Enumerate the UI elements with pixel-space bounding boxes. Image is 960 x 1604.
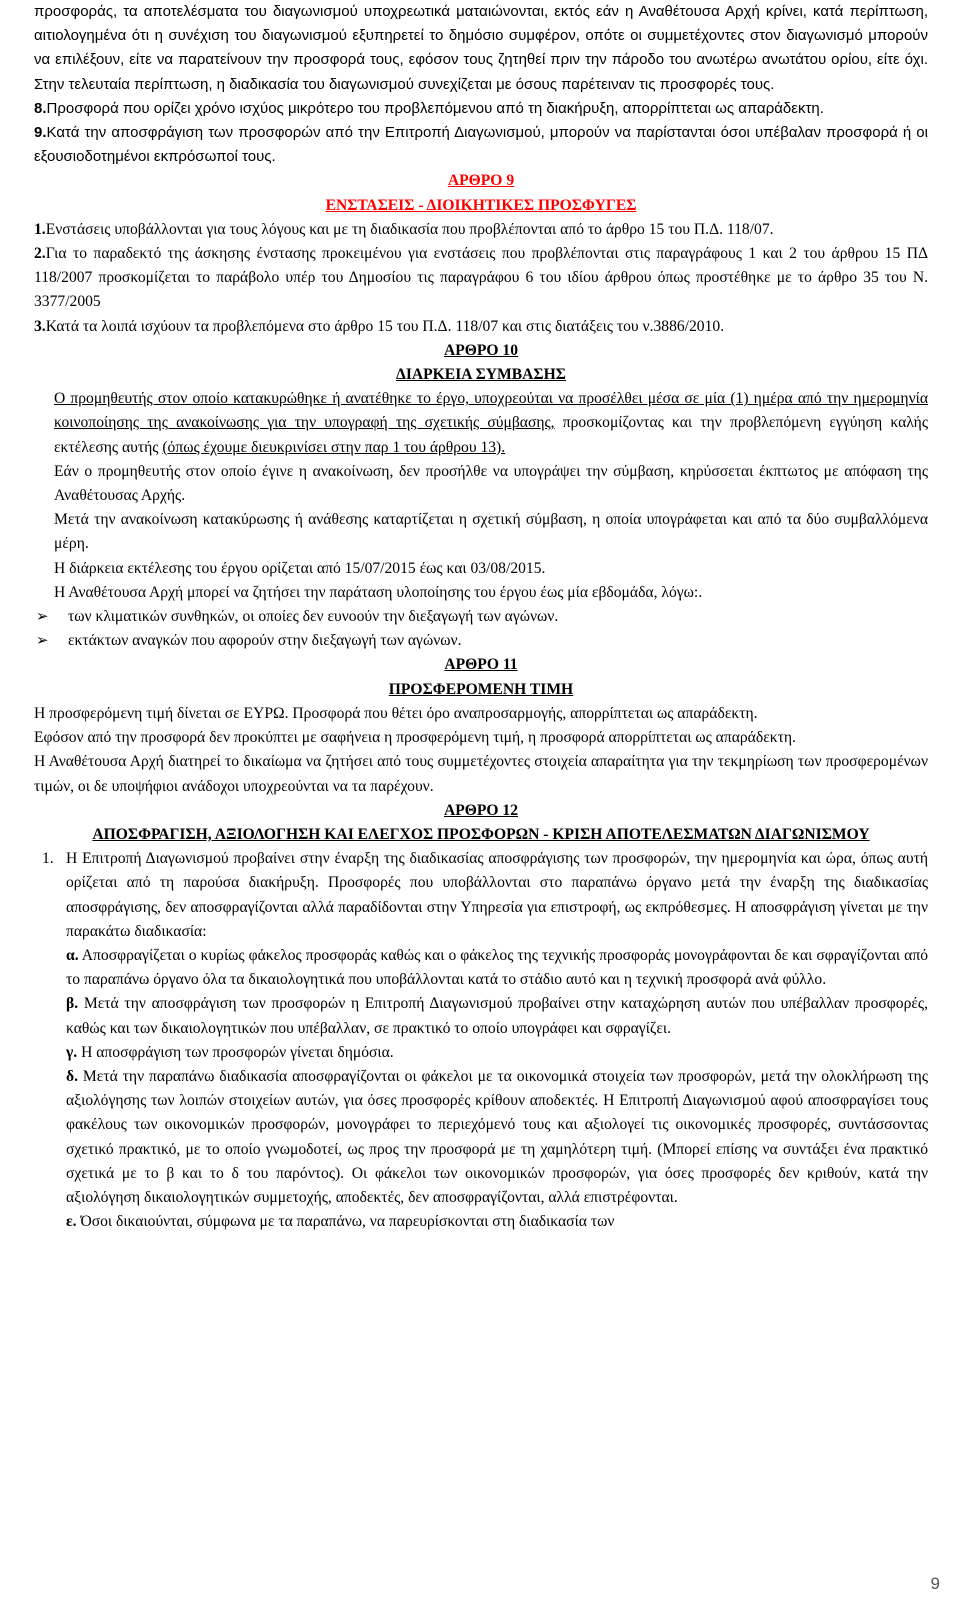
art12-subitem-a (66, 944, 928, 992)
art11-paragraph-2: Εφόσον από την προσφορά δεν προκύπτει με σαφήνεια η προσφερόμενη τιμή, η προσφορά απορρίπτεται ως απαράδεκτη. (34, 729, 796, 747)
art8-item-9 (34, 121, 928, 169)
arrow-bullet-icon: ➢ (36, 609, 49, 626)
item-text: Η Επιτροπή Διαγωνισμού προβαίνει στην έναρξη της διαδικασίας αποσφράγισης των προσφορών, την ημερομηνία και ώρα, όπως αυτή ορίζεται από τη παρούσα διακήρυξη. Προσφορές που υποβάλλονται στο παραπάνω όργανο μετά την έναρξη της διαδικασίας αποσφράγισης, δεν αποσφραγίζονται αλλά παραδίδονται στην Υπηρεσία για επιστροφή, ως εκπρόθεσμες. Η αποσφράγιση γίνεται με την παρακάτω διαδικασία: (66, 850, 928, 940)
item-number: 8. (34, 99, 47, 117)
subitem-label: γ. (66, 1043, 78, 1061)
article-12-title: ΑΠΟΣΦΡΑΓΙΣΗ, ΑΞΙΟΛΟΓΗΣΗ ΚΑΙ ΕΛΕΓΧΟΣ ΠΡΟΣΦΟΡΩΝ - ΚΡΙΣΗ ΑΠΟΤΕΛΕΣΜΑΤΩΝ ΔΙΑΓΩΝΙΣΜΟΥ (92, 825, 870, 843)
article-12-heading: ΑΡΘΡΟ 12 (443, 801, 519, 819)
item-number: 1. (34, 220, 46, 238)
art10-paragraph-4: Η διάρκεια εκτέλεσης του έργου ορίζεται από 15/07/2015 έως και 03/08/2015. (54, 559, 546, 577)
list-item (34, 629, 928, 653)
subitem-text: Όσοι δικαιούνται, σύμφωνα με τα παραπάνω, να παρευρίσκονται στη διαδικασία των (76, 1213, 615, 1231)
art10-paragraph-2: Εάν ο προμηθευτής στον οποίο έγινε η ανακοίνωση, δεν προσήλθε να υπογράψει την σύμβαση, κηρύσσεται έκπτωτος με απόφαση της Αναθέτουσας Αρχής. (54, 462, 928, 505)
subitem-text: Η αποσφράγιση των προσφορών γίνεται δημόσια. (77, 1043, 394, 1061)
underlined-text: Ο προμηθευτής στον οποίο κατακυρώθηκε ή ανατέθηκε το έργο, υποχρεούται να προσέλθει μέσα σε μία (1) ημέρα από την ημερομηνία κοινοποίησης της ανακοίνωσης για την υπογραφή της σχετικής σύμβασης, (54, 390, 928, 432)
item-text: Κατά τα λοιπά ισχύουν τα προβλεπόμενα στο άρθρο 15 του Π.Δ. 118/07 και στις διατάξεις του ν.3886/2010. (45, 317, 725, 335)
item-number: 2. (34, 245, 46, 263)
subitem-text: Αποσφραγίζεται ο κυρίως φάκελος προσφοράς καθώς και ο φάκελος της τεχνικής προσφοράς μονογράφονται δε και σφραγίζονται από το παραπάνω όργανο όλα τα δικαιολογητικά που υποβάλλονται κατά το στάδιο αυτό και η τεχνική προσφορά ανά φύλλο. (66, 946, 928, 989)
subitem-label: δ. (66, 1067, 78, 1085)
art11-paragraph-3: Η Αναθέτουσα Αρχή διατηρεί το δικαίωμα να ζητήσει από τους συμμετέχοντες στοιχεία απαραίτητα για την τεκμηρίωση των προσφερομένων τιμών, οι δε υποψήφιοι ανάδοχοι υποχρεούνται να τα παρέχουν. (34, 753, 928, 795)
subitem-label: ε. (66, 1213, 77, 1231)
item-text: Κατά την αποσφράγιση των προσφορών από την Επιτροπή Διαγωνισμού, μπορούν να παρίστανται όσοι υπέβαλαν προσφορά ή οι εξουσιοδοτημένοι εκπρόσωποί τους. (34, 124, 928, 166)
art10-paragraph-3: Μετά την ανακοίνωση κατακύρωσης ή ανάθεσης καταρτίζεται η σχετική σύμβαση, η οποία υπογράφεται και από τα δύο συμβαλλόμενα μέρη. (54, 511, 928, 553)
list-item-text: εκτάκτων αναγκών που αφορούν στην διεξαγωγή των αγώνων. (68, 632, 462, 650)
article-10-title: ΔΙΑΡΚΕΙΑ ΣΥΜΒΑΣΗΣ (396, 366, 566, 384)
art12-subitem-e (66, 1210, 928, 1234)
subitem-text: Μετά την αποσφράγιση των προσφορών η Επιτροπή Διαγωνισμού προβαίνει στην καταχώρηση αυτών που υπέβαλλαν προσφορές, καθώς και των δικαιολογητικών που υπέβαλλαν, σε πρακτικό το οποίο υπογράφει και σφραγίζει. (66, 995, 928, 1037)
plain-text: προσκομίζοντας και την προβλεπόμενη εγγύηση καλής εκτέλεσης αυτής (54, 414, 929, 456)
art12-subitem-b (66, 992, 928, 1040)
art12-item-1 (34, 847, 928, 944)
article-9-heading: ΑΡΘΡΟ 9 (447, 172, 515, 190)
art12-subitems (34, 944, 928, 1234)
art10-paragraph-1 (34, 387, 928, 460)
art12-subitem-c (66, 1041, 928, 1065)
art8-item-8 (34, 97, 928, 121)
article-11-title: ΠΡΟΣΦΕΡΟΜΕΝΗ ΤΙΜΗ (388, 680, 574, 698)
arrow-bullet-icon: ➢ (36, 633, 49, 650)
art9-item-3 (34, 315, 928, 339)
list-item (34, 605, 928, 629)
article-9-title: ΕΝΣΤΑΣΕΙΣ - ΔΙΟΙΚΗΤΙΚΕΣ ΠΡΟΣΦΥΓΕΣ (325, 196, 637, 214)
list-item-text: των κλιματικών συνθηκών, οι οποίες δεν ευνοούν την διεξαγωγή των αγώνων. (68, 608, 559, 626)
item-text: Προσφορά που ορίζει χρόνο ισχύος μικρότερο του προβλεπόμενου από τη διακήρυξη, απορρίπτεται ως απαράδεκτη. (46, 99, 824, 117)
art8-continuation-text: προσφοράς, τα αποτελέσματα του διαγωνισμού υποχρεωτικά ματαιώνονται, εκτός εάν η Αναθέτουσα Αρχή κρίνει, κατά περίπτωση, αιτιολογημένα ότι η συνέχιση του διαγωνισμού εξυπηρετεί το δημόσιο συμφέρον, οπότε οι συμμετέχοντες στον διαγωνισμό μπορούν να επιλέξουν, είτε να παρατείνουν την προσφορά τους, εφόσον τους ζητηθεί πριν την πάροδο του ανωτέρω ανωτάτου ορίου, είτε όχι. Στην τελευταία περίπτωση, η διαδικασία του διαγωνισμού συνεχίζεται με όσους παρέτειναν τις προσφορές τους. (34, 3, 928, 93)
document-page (34, 0, 928, 1234)
underlined-note: (όπως έχουμε διευκρινίσει στην παρ 1 του άρθρου 13). (162, 438, 506, 456)
article-11-heading: ΑΡΘΡΟ 11 (444, 656, 518, 674)
art9-item-1 (34, 218, 928, 242)
item-text: Για το παραδεκτό της άσκησης ένστασης προκειμένου για ενστάσεις που προβλέπονται στις παραγράφους 1 και 2 του άρθρου 15 ΠΔ 118/2007 προσκομίζεται το παράβολο υπέρ του Δημοσίου τις παραγράφου 6 του ιδίου άρθρου όπως προστέθηκε με το άρθρο 35 του Ν. 3377/2005 (34, 245, 928, 311)
item-number: 9. (34, 124, 47, 142)
page-number: 9 (930, 1573, 940, 1593)
art12-subitem-d (66, 1065, 928, 1210)
subitem-label: β. (66, 995, 79, 1013)
art10-paragraph-5: Η Αναθέτουσα Αρχή μπορεί να ζητήσει την παράταση υλοποίησης του έργου έως μία εβδομάδα, λόγω:. (54, 583, 703, 601)
art9-item-2 (34, 242, 928, 315)
subitem-label: α. (66, 946, 79, 964)
subitem-text: Μετά την παραπάνω διαδικασία αποσφραγίζονται οι φάκελοι με τα οικονομικά στοιχεία των προσφορών, μετά την ολοκλήρωση της αξιολόγησης των λοιπών στοιχείων αυτών, για όσες προσφορές κρίθουν αποδεκτές. Η Επιτροπή Διαγωνισμού αφού αποσφραγίσει τους φακέλους των οικονομικών προσφορών, μονογράφει το περιεχόμενό τους και αξιολογεί τις οικονομικές προσφορές, συντάσσοντας σχετικό πρακτικό, με το οποίο γνωμοδοτεί, ως προς την προσφορά με τη χαμηλότερη τιμή. (Μπορεί επίσης να συντάξει ένα πρακτικό σχετικά με το β και το δ του παρόντος). Οι φάκελοι των οικονομικών προσφορών, για όσες προσφορές δεν κριθούν, κατά την αξιολόγηση δικαιολογητικών συμμετοχής, αποδεκτές, δεν αποσφραγίζονται, αλλά επιστρέφονται. (66, 1067, 928, 1206)
item-number: 3. (34, 317, 46, 335)
item-text: Ενστάσεις υποβάλλονται για τους λόγους και με τη διαδικασία που προβλέπονται από το άρθρο 15 του Π.Δ. 118/07. (45, 220, 774, 238)
item-number: 1. (42, 850, 54, 868)
article-10-heading: ΑΡΘΡΟ 10 (443, 341, 519, 359)
art11-paragraph-1: Η προσφερόμενη τιμή δίνεται σε ΕΥΡΩ. Προσφορά που θέτει όρο αναπροσαρμογής, απορρίπτεται ως απαράδεκτη. (34, 704, 758, 722)
